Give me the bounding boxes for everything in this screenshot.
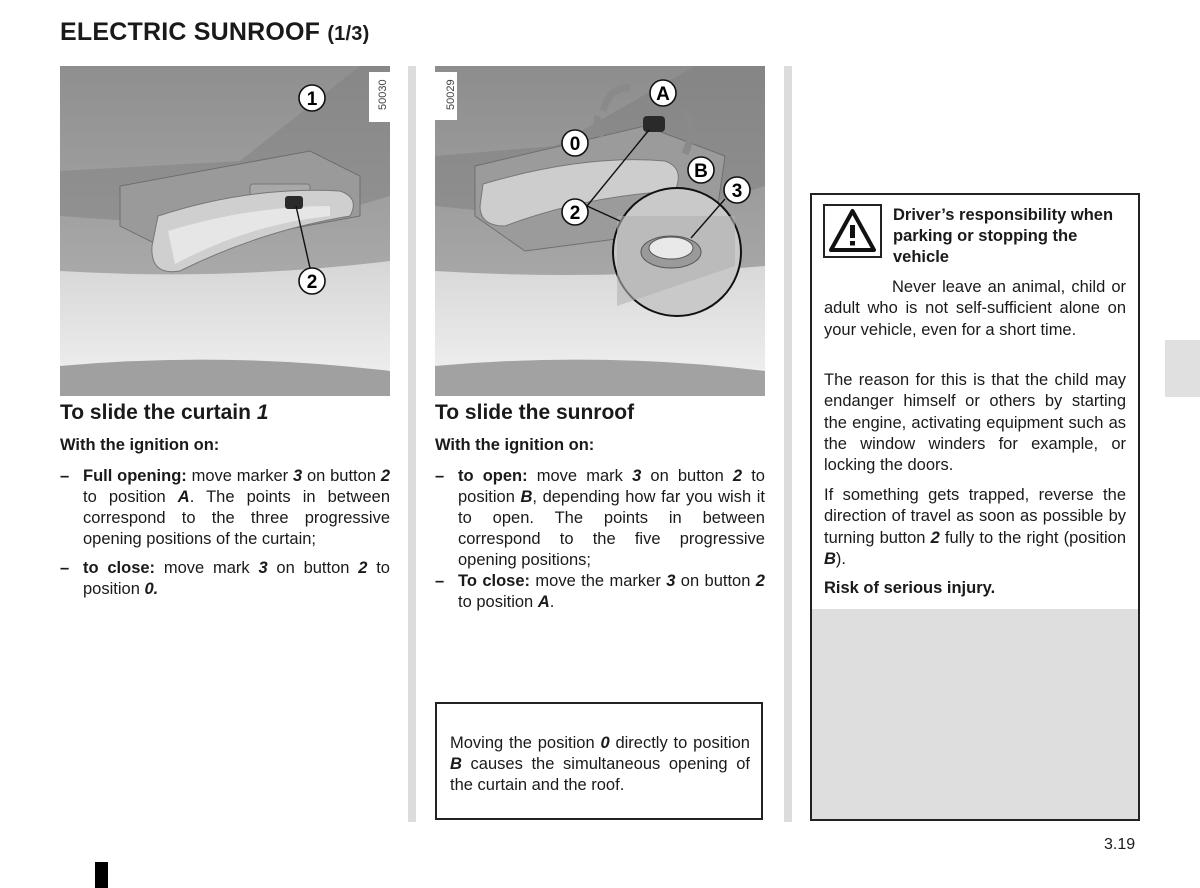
callout-3: 3	[731, 181, 743, 202]
ref-position: 0	[600, 734, 610, 752]
callout-2-middle: 2	[569, 203, 581, 224]
note-text-part: causes the simultaneous opening of the curtain and the roof.	[450, 755, 750, 794]
step-text: on button	[302, 467, 381, 485]
figure-sunroof-illustration	[435, 66, 765, 396]
ref-position: A	[177, 488, 190, 506]
step-text: on button	[641, 467, 733, 485]
step-text: move marker	[186, 467, 293, 485]
sunroof-steps	[435, 466, 765, 621]
warning-paragraph-1: Never leave an animal, child or adult who is not self-sufficient alone on your vehicle, even for a short time.	[824, 278, 1126, 339]
warning-text-part: ).	[835, 549, 847, 568]
ref-position: 0.	[144, 580, 159, 598]
ref-marker: 3	[258, 559, 268, 577]
figure-curtain	[60, 66, 390, 396]
figure-sunroof	[435, 66, 765, 396]
callout-B: B	[694, 161, 708, 182]
step-label: to close:	[83, 559, 156, 577]
note-text-part: directly to position	[609, 734, 750, 752]
ref-position: B	[824, 549, 836, 568]
figure-sunroof-code: 50029	[445, 79, 457, 110]
sunroof-subheading: With the ignition on:	[435, 436, 595, 454]
callout-0: 0	[569, 134, 581, 155]
ref-button: 2	[755, 572, 765, 590]
step-text: on button	[267, 559, 359, 577]
bottom-mark	[95, 862, 108, 888]
page-number: 3.19	[1104, 836, 1136, 853]
note-text	[450, 733, 750, 796]
dash: –	[435, 572, 445, 590]
step-label: To close:	[458, 572, 531, 590]
warning-paragraph-2: The reason for this is that the child may endanger himself or others by starting the engine, activating equipment such as the window winders for example, or locking the doors.	[824, 371, 1126, 475]
ref-marker: 3	[666, 572, 676, 590]
warning-paragraph-4: Risk of serious injury.	[824, 579, 996, 597]
page-title-text: ELECTRIC SUNROOF	[60, 18, 321, 46]
step-text: to position	[458, 593, 538, 611]
ref-button: 2	[732, 467, 743, 485]
page-title-part: (1/3)	[327, 23, 370, 45]
ref-button: 2	[380, 467, 390, 485]
callout-A: A	[656, 84, 670, 105]
step-text: to position	[83, 559, 390, 598]
step-text: .	[549, 593, 555, 611]
ref-position: A	[537, 593, 550, 611]
sunroof-step-open	[435, 466, 765, 571]
step-text: move mark	[527, 467, 633, 485]
callout-2-left: 2	[306, 272, 318, 293]
curtain-step-close	[60, 558, 390, 600]
sunroof-heading: To slide the sunroof	[435, 401, 635, 424]
step-text: move the marker	[530, 572, 667, 590]
curtain-heading	[60, 401, 269, 425]
curtain-step-open	[60, 466, 390, 550]
warning-triangle-icon	[825, 206, 880, 256]
ref-position: B	[520, 488, 533, 506]
ref-position: B	[450, 755, 462, 773]
dash: –	[60, 467, 70, 485]
curtain-heading-text: To slide the curtain	[60, 401, 251, 424]
dash: –	[435, 467, 445, 485]
step-label: to open:	[458, 467, 528, 485]
ref-marker: 3	[632, 467, 642, 485]
ref-button: 2	[358, 559, 368, 577]
section-side-tab	[1165, 340, 1200, 397]
warning-panel	[810, 193, 1140, 821]
warning-paragraph-3	[824, 485, 1126, 570]
step-label: Full opening:	[83, 467, 187, 485]
step-text: to position	[458, 467, 765, 506]
dash: –	[60, 559, 70, 577]
step-text: move mark	[155, 559, 259, 577]
curtain-steps	[60, 466, 390, 608]
curtain-subheading: With the ignition on:	[60, 436, 220, 454]
warning-content	[812, 195, 1138, 609]
ref-button: 2	[930, 528, 940, 547]
note-box	[435, 702, 763, 820]
step-text: , depending how far you wish it to open. The points in between correspond to the five progressive opening positions;	[458, 488, 765, 569]
note-text-part: Moving the position	[450, 734, 601, 752]
figure-curtain-code: 50030	[377, 79, 389, 110]
step-text: on button	[675, 572, 756, 590]
page-title	[60, 18, 369, 47]
warning-text-part: fully to the right (position	[939, 528, 1126, 547]
curtain-heading-ref: 1	[256, 401, 269, 424]
column-divider-right	[784, 66, 792, 822]
figure-curtain-illustration	[60, 66, 390, 396]
warning-text-part: If something gets trapped, reverse the direction of travel as soon as possible by turning button	[824, 486, 1126, 547]
step-text: . The points in between correspond to the three progressive opening positions of the curtain;	[83, 488, 390, 548]
callout-1: 1	[306, 89, 318, 110]
sunroof-step-close	[435, 571, 765, 613]
warning-icon-frame	[823, 204, 882, 258]
step-text: to position	[83, 488, 178, 506]
column-divider-left	[408, 66, 416, 822]
ref-marker: 3	[292, 467, 303, 485]
warning-title: Driver’s responsibility when parking or stopping the vehicle	[893, 206, 1114, 266]
